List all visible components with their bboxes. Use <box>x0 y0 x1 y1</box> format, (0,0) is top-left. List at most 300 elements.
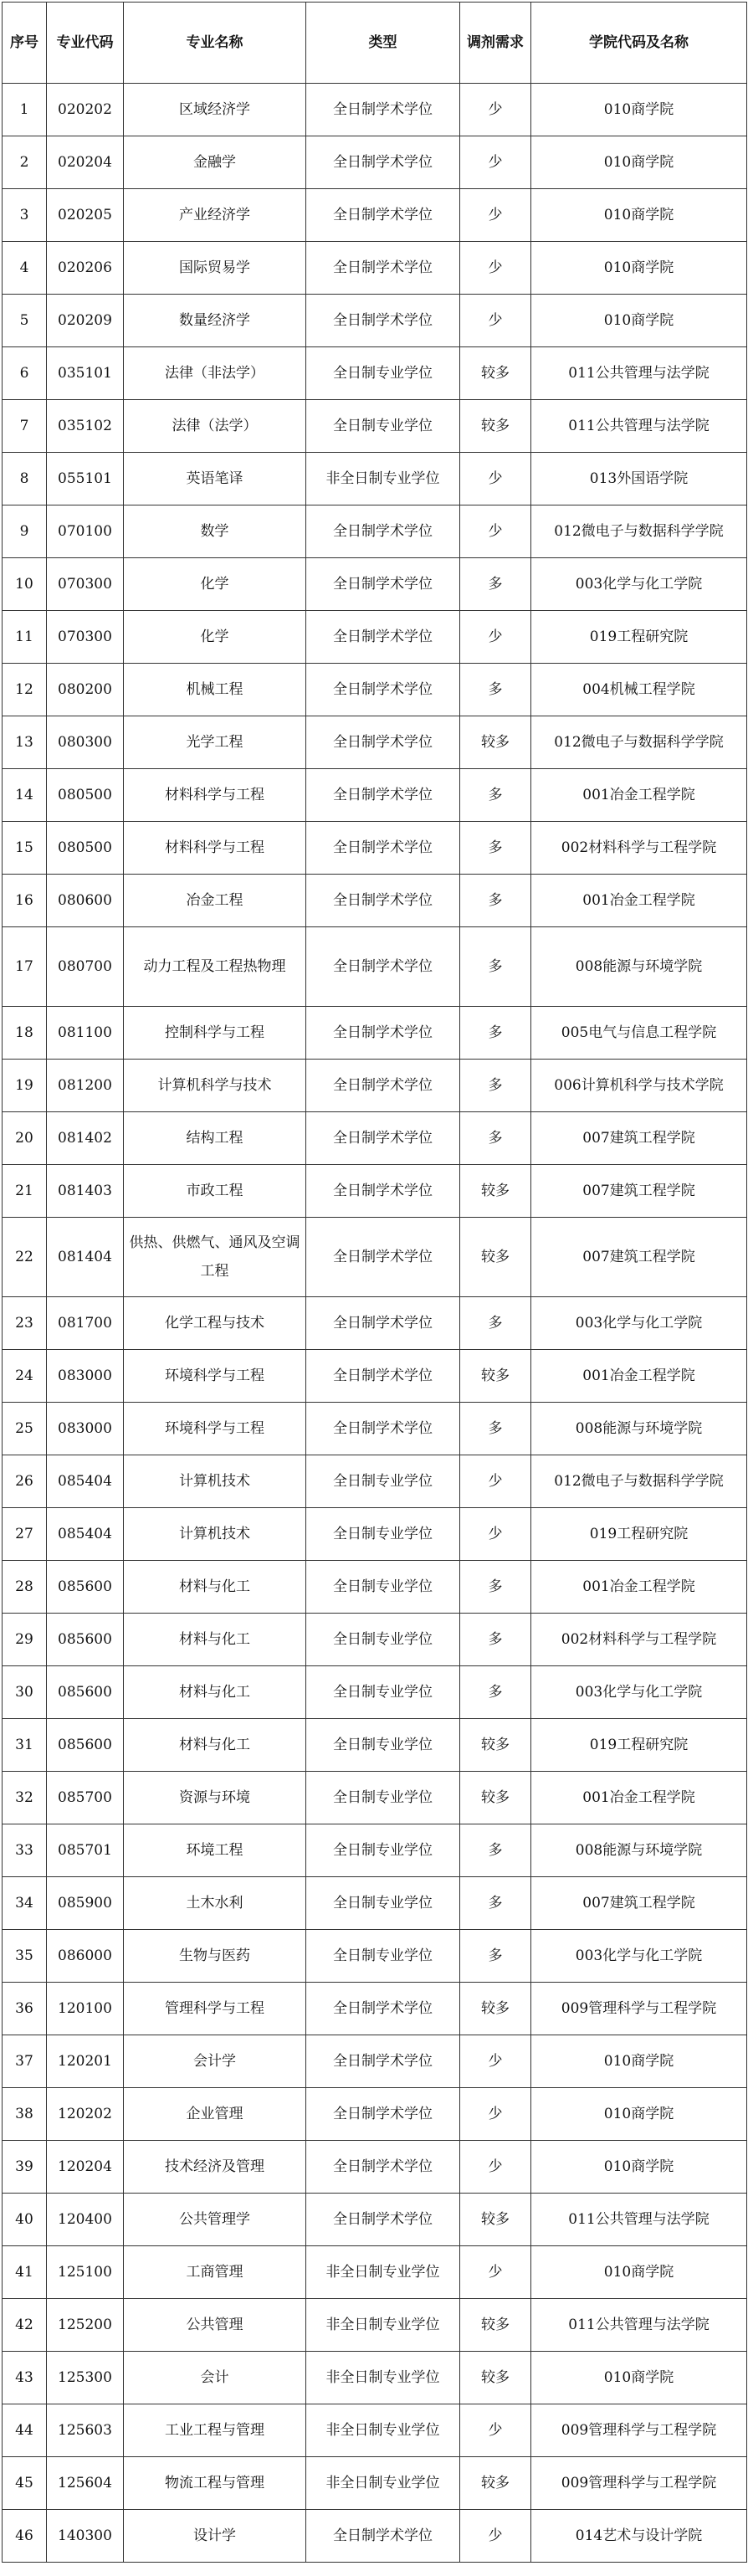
cell-index: 46 <box>3 2510 47 2563</box>
cell-name: 化学 <box>124 611 306 664</box>
cell-school: 007建筑工程学院 <box>531 1165 747 1218</box>
cell-type: 非全日制专业学位 <box>306 2352 460 2404</box>
cell-index: 20 <box>3 1112 47 1165</box>
header-name: 专业名称 <box>124 3 306 84</box>
cell-type: 全日制学术学位 <box>306 558 460 611</box>
cell-school: 002材料科学与工程学院 <box>531 822 747 875</box>
cell-demand: 多 <box>460 1561 531 1614</box>
cell-demand: 较多 <box>460 1719 531 1772</box>
cell-school: 006计算机科学与技术学院 <box>531 1060 747 1112</box>
cell-code: 080300 <box>47 716 124 769</box>
cell-demand: 多 <box>460 1824 531 1877</box>
cell-index: 6 <box>3 347 47 400</box>
table-row <box>3 84 747 136</box>
cell-name: 法律（法学） <box>124 400 306 453</box>
cell-type: 全日制专业学位 <box>306 1666 460 1719</box>
cell-name: 冶金工程 <box>124 875 306 927</box>
cell-name: 英语笔译 <box>124 453 306 505</box>
cell-name: 会计 <box>124 2352 306 2404</box>
table-row <box>3 1614 747 1666</box>
table-row <box>3 1930 747 1983</box>
cell-name: 国际贸易学 <box>124 242 306 295</box>
cell-demand: 少 <box>460 295 531 347</box>
cell-index: 24 <box>3 1350 47 1403</box>
table-row <box>3 927 747 1007</box>
cell-code: 085701 <box>47 1824 124 1877</box>
cell-name: 动力工程及工程热物理 <box>124 927 306 1007</box>
cell-name: 化学工程与技术 <box>124 1297 306 1350</box>
table-row <box>3 1666 747 1719</box>
table-row <box>3 1877 747 1930</box>
cell-code: 125603 <box>47 2404 124 2457</box>
cell-school: 001冶金工程学院 <box>531 875 747 927</box>
cell-index: 1 <box>3 84 47 136</box>
table-row <box>3 769 747 822</box>
cell-name: 管理科学与工程 <box>124 1983 306 2035</box>
cell-name: 资源与环境 <box>124 1772 306 1824</box>
cell-index: 5 <box>3 295 47 347</box>
cell-code: 020209 <box>47 295 124 347</box>
cell-demand: 多 <box>460 664 531 716</box>
cell-code: 085600 <box>47 1561 124 1614</box>
header-school: 学院代码及名称 <box>531 3 747 84</box>
cell-demand: 较多 <box>460 1350 531 1403</box>
cell-demand: 多 <box>460 875 531 927</box>
cell-type: 全日制专业学位 <box>306 1772 460 1824</box>
cell-index: 13 <box>3 716 47 769</box>
table-row <box>3 716 747 769</box>
cell-demand: 多 <box>460 769 531 822</box>
cell-code: 120400 <box>47 2194 124 2246</box>
cell-school: 008能源与环境学院 <box>531 927 747 1007</box>
cell-type: 全日制学术学位 <box>306 1165 460 1218</box>
cell-demand: 少 <box>460 1508 531 1561</box>
cell-index: 14 <box>3 769 47 822</box>
cell-school: 012微电子与数据科学学院 <box>531 505 747 558</box>
cell-school: 010商学院 <box>531 295 747 347</box>
cell-index: 36 <box>3 1983 47 2035</box>
cell-type: 全日制专业学位 <box>306 1508 460 1561</box>
table-row <box>3 611 747 664</box>
cell-type: 全日制学术学位 <box>306 189 460 242</box>
cell-code: 140300 <box>47 2510 124 2563</box>
cell-demand: 较多 <box>460 347 531 400</box>
cell-name: 工业工程与管理 <box>124 2404 306 2457</box>
cell-code: 035101 <box>47 347 124 400</box>
table-row <box>3 1824 747 1877</box>
cell-school: 009管理科学与工程学院 <box>531 1983 747 2035</box>
cell-code: 055101 <box>47 453 124 505</box>
cell-school: 005电气与信息工程学院 <box>531 1007 747 1060</box>
cell-type: 全日制专业学位 <box>306 347 460 400</box>
cell-index: 30 <box>3 1666 47 1719</box>
cell-name: 环境工程 <box>124 1824 306 1877</box>
cell-code: 035102 <box>47 400 124 453</box>
table-row <box>3 2457 747 2510</box>
cell-index: 23 <box>3 1297 47 1350</box>
program-table <box>2 2 747 2563</box>
cell-index: 15 <box>3 822 47 875</box>
cell-index: 19 <box>3 1060 47 1112</box>
cell-demand: 多 <box>460 1112 531 1165</box>
cell-type: 全日制学术学位 <box>306 611 460 664</box>
cell-demand: 多 <box>460 1403 531 1455</box>
cell-code: 081403 <box>47 1165 124 1218</box>
cell-name: 数学 <box>124 505 306 558</box>
table-row <box>3 1007 747 1060</box>
cell-school: 008能源与环境学院 <box>531 1824 747 1877</box>
cell-name: 材料与化工 <box>124 1719 306 1772</box>
cell-demand: 多 <box>460 1666 531 1719</box>
table-row <box>3 2194 747 2246</box>
cell-code: 081200 <box>47 1060 124 1112</box>
cell-school: 004机械工程学院 <box>531 664 747 716</box>
cell-name: 会计学 <box>124 2035 306 2088</box>
cell-code: 083000 <box>47 1403 124 1455</box>
table-row <box>3 1719 747 1772</box>
cell-type: 全日制学术学位 <box>306 295 460 347</box>
cell-type: 全日制专业学位 <box>306 400 460 453</box>
cell-index: 9 <box>3 505 47 558</box>
table-row <box>3 558 747 611</box>
cell-type: 全日制学术学位 <box>306 1060 460 1112</box>
cell-index: 21 <box>3 1165 47 1218</box>
cell-school: 009管理科学与工程学院 <box>531 2457 747 2510</box>
cell-index: 37 <box>3 2035 47 2088</box>
cell-school: 003化学与化工学院 <box>531 1930 747 1983</box>
cell-name: 结构工程 <box>124 1112 306 1165</box>
table-row <box>3 453 747 505</box>
cell-demand: 多 <box>460 558 531 611</box>
cell-code: 070300 <box>47 558 124 611</box>
cell-code: 080500 <box>47 822 124 875</box>
cell-name: 区域经济学 <box>124 84 306 136</box>
table-row <box>3 1112 747 1165</box>
cell-index: 38 <box>3 2088 47 2141</box>
cell-school: 003化学与化工学院 <box>531 1297 747 1350</box>
cell-code: 080500 <box>47 769 124 822</box>
cell-index: 27 <box>3 1508 47 1561</box>
cell-code: 120201 <box>47 2035 124 2088</box>
cell-type: 全日制学术学位 <box>306 875 460 927</box>
cell-index: 40 <box>3 2194 47 2246</box>
cell-demand: 较多 <box>460 716 531 769</box>
cell-school: 019工程研究院 <box>531 611 747 664</box>
cell-type: 全日制学术学位 <box>306 2088 460 2141</box>
table-row <box>3 1403 747 1455</box>
table-row <box>3 1060 747 1112</box>
table-row <box>3 1350 747 1403</box>
cell-demand: 较多 <box>460 1218 531 1297</box>
cell-name: 土木水利 <box>124 1877 306 1930</box>
cell-name: 环境科学与工程 <box>124 1350 306 1403</box>
cell-school: 010商学院 <box>531 2141 747 2194</box>
cell-school: 010商学院 <box>531 84 747 136</box>
cell-name: 计算机技术 <box>124 1508 306 1561</box>
cell-index: 4 <box>3 242 47 295</box>
cell-school: 019工程研究院 <box>531 1719 747 1772</box>
cell-name: 光学工程 <box>124 716 306 769</box>
cell-demand: 少 <box>460 611 531 664</box>
cell-code: 120202 <box>47 2088 124 2141</box>
cell-type: 非全日制专业学位 <box>306 2457 460 2510</box>
cell-code: 085404 <box>47 1508 124 1561</box>
table-row <box>3 136 747 189</box>
cell-demand: 较多 <box>460 1165 531 1218</box>
cell-index: 25 <box>3 1403 47 1455</box>
cell-type: 全日制专业学位 <box>306 1824 460 1877</box>
cell-demand: 较多 <box>460 400 531 453</box>
cell-index: 3 <box>3 189 47 242</box>
cell-index: 2 <box>3 136 47 189</box>
cell-demand: 多 <box>460 1877 531 1930</box>
cell-name: 材料科学与工程 <box>124 769 306 822</box>
cell-index: 7 <box>3 400 47 453</box>
cell-type: 全日制学术学位 <box>306 1350 460 1403</box>
table-row <box>3 2352 747 2404</box>
header-index: 序号 <box>3 3 47 84</box>
cell-type: 全日制专业学位 <box>306 1614 460 1666</box>
cell-type: 非全日制专业学位 <box>306 2299 460 2352</box>
table-row <box>3 2035 747 2088</box>
cell-school: 012微电子与数据科学学院 <box>531 716 747 769</box>
table-row <box>3 505 747 558</box>
cell-index: 42 <box>3 2299 47 2352</box>
cell-code: 085900 <box>47 1877 124 1930</box>
cell-index: 18 <box>3 1007 47 1060</box>
cell-name: 材料与化工 <box>124 1614 306 1666</box>
table-row <box>3 1218 747 1297</box>
cell-type: 全日制专业学位 <box>306 1877 460 1930</box>
cell-demand: 多 <box>460 1930 531 1983</box>
header-type: 类型 <box>306 3 460 84</box>
table-row <box>3 2141 747 2194</box>
cell-demand: 多 <box>460 1614 531 1666</box>
table-row <box>3 875 747 927</box>
cell-index: 39 <box>3 2141 47 2194</box>
cell-name: 法律（非法学） <box>124 347 306 400</box>
cell-type: 全日制学术学位 <box>306 1218 460 1297</box>
cell-name: 技术经济及管理 <box>124 2141 306 2194</box>
cell-school: 010商学院 <box>531 2088 747 2141</box>
table-row <box>3 2299 747 2352</box>
cell-type: 全日制学术学位 <box>306 242 460 295</box>
cell-type: 全日制学术学位 <box>306 136 460 189</box>
cell-name: 控制科学与工程 <box>124 1007 306 1060</box>
cell-school: 012微电子与数据科学学院 <box>531 1455 747 1508</box>
cell-type: 全日制专业学位 <box>306 1930 460 1983</box>
table-row <box>3 2246 747 2299</box>
cell-code: 070300 <box>47 611 124 664</box>
cell-name: 企业管理 <box>124 2088 306 2141</box>
cell-code: 020205 <box>47 189 124 242</box>
cell-school: 001冶金工程学院 <box>531 769 747 822</box>
cell-demand: 多 <box>460 1007 531 1060</box>
cell-index: 22 <box>3 1218 47 1297</box>
cell-name: 产业经济学 <box>124 189 306 242</box>
cell-index: 35 <box>3 1930 47 1983</box>
cell-type: 全日制学术学位 <box>306 1007 460 1060</box>
cell-code: 120204 <box>47 2141 124 2194</box>
cell-school: 011公共管理与法学院 <box>531 400 747 453</box>
cell-demand: 少 <box>460 242 531 295</box>
cell-type: 全日制学术学位 <box>306 1297 460 1350</box>
table-row <box>3 2510 747 2563</box>
cell-school: 010商学院 <box>531 136 747 189</box>
cell-demand: 少 <box>460 2404 531 2457</box>
cell-demand: 多 <box>460 822 531 875</box>
cell-demand: 少 <box>460 2510 531 2563</box>
cell-school: 008能源与环境学院 <box>531 1403 747 1455</box>
cell-type: 非全日制专业学位 <box>306 2246 460 2299</box>
cell-demand: 多 <box>460 927 531 1007</box>
cell-name: 材料与化工 <box>124 1561 306 1614</box>
cell-index: 26 <box>3 1455 47 1508</box>
cell-code: 080700 <box>47 927 124 1007</box>
cell-type: 全日制学术学位 <box>306 822 460 875</box>
cell-demand: 少 <box>460 2088 531 2141</box>
cell-school: 010商学院 <box>531 189 747 242</box>
cell-code: 080200 <box>47 664 124 716</box>
table-row <box>3 1455 747 1508</box>
cell-demand: 少 <box>460 189 531 242</box>
cell-demand: 少 <box>460 2035 531 2088</box>
cell-code: 081100 <box>47 1007 124 1060</box>
header-demand: 调剂需求 <box>460 3 531 84</box>
cell-index: 17 <box>3 927 47 1007</box>
cell-demand: 较多 <box>460 1772 531 1824</box>
cell-code: 020206 <box>47 242 124 295</box>
cell-school: 009管理科学与工程学院 <box>531 2404 747 2457</box>
cell-school: 003化学与化工学院 <box>531 1666 747 1719</box>
cell-demand: 少 <box>460 1455 531 1508</box>
cell-index: 45 <box>3 2457 47 2510</box>
cell-index: 10 <box>3 558 47 611</box>
cell-index: 32 <box>3 1772 47 1824</box>
cell-index: 41 <box>3 2246 47 2299</box>
cell-index: 12 <box>3 664 47 716</box>
cell-type: 全日制学术学位 <box>306 716 460 769</box>
table-row <box>3 1772 747 1824</box>
table-row <box>3 295 747 347</box>
cell-code: 125100 <box>47 2246 124 2299</box>
cell-index: 28 <box>3 1561 47 1614</box>
cell-name: 市政工程 <box>124 1165 306 1218</box>
cell-name: 计算机技术 <box>124 1455 306 1508</box>
cell-demand: 少 <box>460 2246 531 2299</box>
cell-name: 工商管理 <box>124 2246 306 2299</box>
cell-code: 125300 <box>47 2352 124 2404</box>
cell-index: 34 <box>3 1877 47 1930</box>
cell-code: 083000 <box>47 1350 124 1403</box>
cell-code: 020202 <box>47 84 124 136</box>
cell-school: 011公共管理与法学院 <box>531 2194 747 2246</box>
cell-type: 全日制学术学位 <box>306 84 460 136</box>
cell-code: 080600 <box>47 875 124 927</box>
cell-type: 全日制学术学位 <box>306 1112 460 1165</box>
cell-index: 43 <box>3 2352 47 2404</box>
cell-name: 设计学 <box>124 2510 306 2563</box>
cell-code: 125604 <box>47 2457 124 2510</box>
cell-school: 010商学院 <box>531 2352 747 2404</box>
cell-demand: 较多 <box>460 2299 531 2352</box>
cell-type: 全日制学术学位 <box>306 2141 460 2194</box>
cell-school: 007建筑工程学院 <box>531 1877 747 1930</box>
cell-type: 全日制学术学位 <box>306 2035 460 2088</box>
cell-type: 非全日制专业学位 <box>306 2404 460 2457</box>
cell-index: 44 <box>3 2404 47 2457</box>
cell-code: 085600 <box>47 1614 124 1666</box>
cell-type: 全日制专业学位 <box>306 1561 460 1614</box>
cell-type: 全日制学术学位 <box>306 664 460 716</box>
cell-name: 公共管理 <box>124 2299 306 2352</box>
cell-code: 081404 <box>47 1218 124 1297</box>
cell-school: 019工程研究院 <box>531 1508 747 1561</box>
cell-type: 全日制学术学位 <box>306 1983 460 2035</box>
table-row <box>3 664 747 716</box>
cell-demand: 少 <box>460 453 531 505</box>
cell-code: 085600 <box>47 1719 124 1772</box>
table-row <box>3 1508 747 1561</box>
cell-type: 全日制学术学位 <box>306 769 460 822</box>
cell-name: 材料科学与工程 <box>124 822 306 875</box>
cell-demand: 多 <box>460 1297 531 1350</box>
cell-type: 全日制学术学位 <box>306 2194 460 2246</box>
cell-demand: 少 <box>460 136 531 189</box>
cell-code: 120100 <box>47 1983 124 2035</box>
cell-name: 机械工程 <box>124 664 306 716</box>
cell-demand: 较多 <box>460 2352 531 2404</box>
cell-name: 环境科学与工程 <box>124 1403 306 1455</box>
cell-school: 001冶金工程学院 <box>531 1561 747 1614</box>
header-code: 专业代码 <box>47 3 124 84</box>
cell-school: 010商学院 <box>531 2246 747 2299</box>
cell-name: 供热、供燃气、通风及空调工程 <box>124 1218 306 1297</box>
cell-code: 085700 <box>47 1772 124 1824</box>
cell-name: 金融学 <box>124 136 306 189</box>
cell-school: 013外国语学院 <box>531 453 747 505</box>
cell-school: 014艺术与设计学院 <box>531 2510 747 2563</box>
cell-name: 物流工程与管理 <box>124 2457 306 2510</box>
cell-type: 全日制专业学位 <box>306 1719 460 1772</box>
table-row <box>3 189 747 242</box>
header-row <box>3 3 747 84</box>
cell-index: 11 <box>3 611 47 664</box>
table-row <box>3 1561 747 1614</box>
cell-demand: 多 <box>460 1060 531 1112</box>
cell-name: 计算机科学与技术 <box>124 1060 306 1112</box>
cell-code: 081700 <box>47 1297 124 1350</box>
cell-demand: 少 <box>460 2141 531 2194</box>
cell-type: 全日制学术学位 <box>306 1403 460 1455</box>
cell-demand: 少 <box>460 505 531 558</box>
cell-code: 085600 <box>47 1666 124 1719</box>
table-row <box>3 1983 747 2035</box>
cell-index: 8 <box>3 453 47 505</box>
table-row <box>3 1297 747 1350</box>
cell-code: 081402 <box>47 1112 124 1165</box>
cell-school: 011公共管理与法学院 <box>531 2299 747 2352</box>
cell-school: 007建筑工程学院 <box>531 1218 747 1297</box>
cell-name: 材料与化工 <box>124 1666 306 1719</box>
cell-index: 16 <box>3 875 47 927</box>
cell-name: 数量经济学 <box>124 295 306 347</box>
cell-type: 全日制学术学位 <box>306 927 460 1007</box>
cell-code: 086000 <box>47 1930 124 1983</box>
cell-code: 085404 <box>47 1455 124 1508</box>
cell-school: 007建筑工程学院 <box>531 1112 747 1165</box>
table-row <box>3 400 747 453</box>
